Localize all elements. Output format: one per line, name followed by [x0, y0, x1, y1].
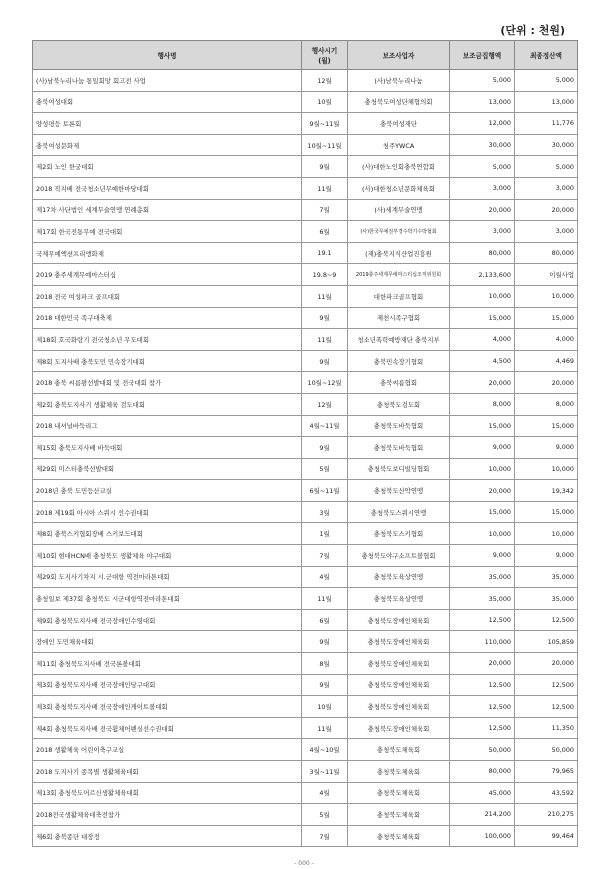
cell-grantee: 충청북도체육회 — [348, 782, 450, 804]
cell-event-name: 2018 직지배 전국청소년무예한마당대회 — [33, 177, 302, 199]
cell-event-period: 4월~11월 — [302, 415, 348, 437]
cell-grantee: 충청북도체육회 — [348, 825, 450, 847]
cell-event-name: 2018 생활체육 어린이축구교실 — [33, 739, 302, 761]
cell-subsidy-amount: 50,000 — [450, 739, 515, 761]
cell-grantee: 충청북도장애인체육회 — [348, 609, 450, 631]
table-row — [33, 739, 578, 761]
cell-final-amount: 4,469 — [515, 350, 578, 372]
table-row — [33, 372, 578, 394]
table-row — [33, 156, 578, 178]
table-row — [33, 761, 578, 783]
cell-event-period: 7월 — [302, 545, 348, 567]
cell-subsidy-amount: 12,500 — [450, 609, 515, 631]
cell-event-period: 11월 — [302, 285, 348, 307]
cell-grantee: 충청북도장애인체육회 — [348, 717, 450, 739]
cell-event-period: 5월 — [302, 458, 348, 480]
cell-subsidy-amount: 15,000 — [450, 501, 515, 523]
cell-grantee: (사)대한노인회충북연합회 — [348, 156, 450, 178]
table-row — [33, 415, 578, 437]
cell-event-name: 제13회 충청북도어르신생활체육대회 — [33, 782, 302, 804]
cell-event-name: 2018전국생활체육대축전참가 — [33, 804, 302, 826]
cell-final-amount: 13,000 — [515, 91, 578, 113]
cell-final-amount: 105,859 — [515, 631, 578, 653]
table-row — [33, 199, 578, 221]
cell-event-name: 제3회 충청북도지사배 전국장애인당구대회 — [33, 674, 302, 696]
cell-grantee: 충청북도야구소프트볼협회 — [348, 545, 450, 567]
table-row — [33, 329, 578, 351]
cell-grantee: (사)세계무술연맹 — [348, 199, 450, 221]
cell-final-amount: 15,000 — [515, 501, 578, 523]
table-row — [33, 631, 578, 653]
cell-grantee: 제천시족구협회 — [348, 307, 450, 329]
cell-grantee: 충청북도체육회 — [348, 761, 450, 783]
cell-final-amount: 4,000 — [515, 329, 578, 351]
cell-grantee: 충청북도스쿼시연맹 — [348, 501, 450, 523]
header-subsidy-amount: 보조금집행액 — [450, 41, 515, 70]
cell-final-amount: 43,592 — [515, 782, 578, 804]
cell-grantee: (사)남북누리나눔 — [348, 70, 450, 92]
page-number: - 000 - — [294, 860, 314, 867]
cell-grantee: 충북여성재단 — [348, 113, 450, 135]
table-row — [33, 696, 578, 718]
cell-subsidy-amount: 15,000 — [450, 307, 515, 329]
cell-event-name: 2018 도지사기 종목별 생활체육대회 — [33, 761, 302, 783]
cell-event-period: 11월 — [302, 177, 348, 199]
cell-subsidy-amount: 9,000 — [450, 545, 515, 567]
cell-event-name: 제2회 충북도지사기 생활체육 검도대회 — [33, 393, 302, 415]
cell-subsidy-amount: 4,500 — [450, 350, 515, 372]
cell-grantee: 청소년폭력예방재단 충북지부 — [348, 329, 450, 351]
cell-grantee: (사)한국무예전부경수박기수박협회 — [348, 221, 450, 243]
cell-final-amount: 3,000 — [515, 221, 578, 243]
cell-event-period: 10월 — [302, 91, 348, 113]
table-row — [33, 782, 578, 804]
cell-subsidy-amount: 100,000 — [450, 825, 515, 847]
cell-event-period: 19.1 — [302, 242, 348, 264]
cell-final-amount: 12,500 — [515, 674, 578, 696]
cell-subsidy-amount: 10,000 — [450, 458, 515, 480]
cell-event-period: 9월 — [302, 350, 348, 372]
cell-final-amount: 80,000 — [515, 242, 578, 264]
table-row — [33, 113, 578, 135]
table-row — [33, 609, 578, 631]
table-row — [33, 285, 578, 307]
cell-event-period: 4월 — [302, 566, 348, 588]
cell-final-amount: 35,000 — [515, 566, 578, 588]
cell-final-amount: 99,464 — [515, 825, 578, 847]
cell-final-amount: 50,000 — [515, 739, 578, 761]
cell-subsidy-amount: 10,000 — [450, 285, 515, 307]
cell-final-amount: 8,000 — [515, 393, 578, 415]
cell-subsidy-amount: 9,000 — [450, 437, 515, 459]
header-grantee: 보조사업자 — [348, 41, 450, 70]
cell-event-period: 6월 — [302, 609, 348, 631]
cell-final-amount: 35,000 — [515, 588, 578, 610]
cell-subsidy-amount: 20,000 — [450, 372, 515, 394]
cell-subsidy-amount: 20,000 — [450, 199, 515, 221]
table-row — [33, 264, 578, 286]
cell-event-period: 3월~11월 — [302, 761, 348, 783]
cell-grantee: (사)대한청소년문화체육회 — [348, 177, 450, 199]
cell-subsidy-amount: 35,000 — [450, 588, 515, 610]
cell-grantee: 충청북도체육회 — [348, 804, 450, 826]
cell-event-name: 제2회 노인 한궁대회 — [33, 156, 302, 178]
cell-event-period: 11월 — [302, 588, 348, 610]
cell-subsidy-amount: 214,200 — [450, 804, 515, 826]
cell-grantee: 충청북도육상연맹 — [348, 588, 450, 610]
table-row — [33, 393, 578, 415]
cell-event-name: 제18회 호국화랑기 전국청소년 무도대회 — [33, 329, 302, 351]
cell-subsidy-amount: 80,000 — [450, 242, 515, 264]
cell-grantee: 충청북도장애인체육회 — [348, 696, 450, 718]
cell-event-period: 5월 — [302, 804, 348, 826]
cell-event-name: 충북여성문화제 — [33, 134, 302, 156]
cell-event-name: 제4회 충청북도지사배 전국휠체어펜싱선수권대회 — [33, 717, 302, 739]
cell-event-name: 제11회 충청북도지사배 전국론볼대회 — [33, 653, 302, 675]
cell-event-name: 2018 내셔널바둑리그 — [33, 415, 302, 437]
cell-subsidy-amount: 4,000 — [450, 329, 515, 351]
cell-subsidy-amount: 20,000 — [450, 480, 515, 502]
cell-event-period: 1월 — [302, 523, 348, 545]
cell-final-amount: 20,000 — [515, 199, 578, 221]
cell-event-name: 제29회 도지사기차지 시.군대항 역전마라톤대회 — [33, 566, 302, 588]
cell-event-name: 장애인 도민체육대회 — [33, 631, 302, 653]
cell-final-amount: 15,000 — [515, 307, 578, 329]
cell-event-name: 제8회 충북스키협회장배 스키보드대회 — [33, 523, 302, 545]
cell-grantee: 2019충주세계무예마스터십조직위원회 — [348, 264, 450, 286]
table-row — [33, 458, 578, 480]
cell-event-period: 4월~10월 — [302, 739, 348, 761]
cell-event-period: 7월 — [302, 825, 348, 847]
subsidy-table — [32, 40, 578, 847]
cell-final-amount: 12,500 — [515, 696, 578, 718]
cell-grantee: 충청북도보디빌딩협회 — [348, 458, 450, 480]
cell-final-amount: 10,000 — [515, 523, 578, 545]
cell-final-amount: 이월사업 — [515, 264, 578, 286]
cell-subsidy-amount: 8,000 — [450, 393, 515, 415]
cell-grantee: 충청북도바둑협회 — [348, 437, 450, 459]
cell-grantee: 충청북도검도회 — [348, 393, 450, 415]
unit-label: (단위 : 천원) — [500, 24, 565, 37]
cell-final-amount: 79,965 — [515, 761, 578, 783]
header-final-amount: 최종정산액 — [515, 41, 578, 70]
cell-subsidy-amount: 12,000 — [450, 113, 515, 135]
table-row — [33, 242, 578, 264]
header-event-name: 행사명 — [33, 41, 302, 70]
cell-event-period: 4월 — [302, 782, 348, 804]
table-row — [33, 501, 578, 523]
cell-final-amount: 5,000 — [515, 70, 578, 92]
cell-event-period: 6월~11월 — [302, 480, 348, 502]
cell-event-name: 제10회 현대HCN배 충청북도 생활체육 야구대회 — [33, 545, 302, 567]
table-row — [33, 653, 578, 675]
cell-event-period: 6월 — [302, 221, 348, 243]
cell-subsidy-amount: 12,500 — [450, 696, 515, 718]
cell-event-name: 2019 충주세계무예마스터십 — [33, 264, 302, 286]
cell-subsidy-amount: 12,500 — [450, 674, 515, 696]
cell-final-amount: 11,350 — [515, 717, 578, 739]
cell-event-name: 제8회 도지사배 충북도민 민속장기대회 — [33, 350, 302, 372]
table-row — [33, 350, 578, 372]
table-row — [33, 566, 578, 588]
cell-subsidy-amount: 35,000 — [450, 566, 515, 588]
cell-event-name: 제6회 충북종단 대장정 — [33, 825, 302, 847]
cell-final-amount: 9,000 — [515, 545, 578, 567]
cell-grantee: 충청북도장애인체육회 — [348, 674, 450, 696]
cell-grantee: 충북씨름협회 — [348, 372, 450, 394]
cell-subsidy-amount: 45,000 — [450, 782, 515, 804]
table-row — [33, 307, 578, 329]
cell-event-name: 제15회 충북도지사배 바둑대회 — [33, 437, 302, 459]
cell-subsidy-amount: 13,000 — [450, 91, 515, 113]
cell-event-period: 11월 — [302, 717, 348, 739]
cell-subsidy-amount: 10,000 — [450, 523, 515, 545]
cell-final-amount: 10,000 — [515, 458, 578, 480]
cell-final-amount: 12,500 — [515, 609, 578, 631]
table-row — [33, 545, 578, 567]
table-row — [33, 134, 578, 156]
cell-subsidy-amount: 3,000 — [450, 221, 515, 243]
cell-grantee: 충청북도산악연맹 — [348, 480, 450, 502]
cell-event-name: 제9회 충청북도지사배 전국장애인수영대회 — [33, 609, 302, 631]
cell-grantee: 충청북도체육회 — [348, 739, 450, 761]
cell-event-name: 제29회 미스터충북선발대회 — [33, 458, 302, 480]
cell-event-name: 2018년 충북 도민등산교실 — [33, 480, 302, 502]
cell-subsidy-amount: 30,000 — [450, 134, 515, 156]
cell-event-name: 제17회 한국전통무예 전국대회 — [33, 221, 302, 243]
cell-event-name: 2018 대한민국 족구대축제 — [33, 307, 302, 329]
cell-event-name: (사)남북누리나눔 통일회망 회고전 사업 — [33, 70, 302, 92]
cell-final-amount: 210,275 — [515, 804, 578, 826]
table-row — [33, 177, 578, 199]
cell-event-name: 제17차 사단법인 세계무술연맹 연례총회 — [33, 199, 302, 221]
cell-subsidy-amount: 110,000 — [450, 631, 515, 653]
cell-event-name: 국제무예액션프리앵화제 — [33, 242, 302, 264]
cell-event-period: 19.8~9 — [302, 264, 348, 286]
cell-grantee: 충청북도장애인체육회 — [348, 631, 450, 653]
cell-final-amount: 20,000 — [515, 372, 578, 394]
cell-event-period: 9월 — [302, 307, 348, 329]
cell-event-period: 12월 — [302, 70, 348, 92]
cell-final-amount: 30,000 — [515, 134, 578, 156]
cell-subsidy-amount: 2,133,600 — [450, 264, 515, 286]
table-row — [33, 523, 578, 545]
cell-grantee: 대한파크골프협회 — [348, 285, 450, 307]
cell-event-period: 10월~12월 — [302, 372, 348, 394]
table-row — [33, 804, 578, 826]
cell-final-amount: 5,000 — [515, 156, 578, 178]
cell-event-period: 9월 — [302, 631, 348, 653]
cell-subsidy-amount: 5,000 — [450, 70, 515, 92]
cell-event-period: 8월 — [302, 653, 348, 675]
table-row — [33, 825, 578, 847]
cell-event-name: 제3회 충청북도지사배 전국장애인게이트볼대회 — [33, 696, 302, 718]
table-row — [33, 480, 578, 502]
cell-subsidy-amount: 12,500 — [450, 717, 515, 739]
cell-event-name: 충청일보 제37회 충청북도 시군대항역전마라톤대회 — [33, 588, 302, 610]
cell-subsidy-amount: 3,000 — [450, 177, 515, 199]
cell-final-amount: 10,000 — [515, 285, 578, 307]
cell-grantee: 충청북도육상연맹 — [348, 566, 450, 588]
cell-subsidy-amount: 15,000 — [450, 415, 515, 437]
cell-event-period: 7월 — [302, 199, 348, 221]
cell-event-period: 9월 — [302, 156, 348, 178]
cell-event-period: 9월 — [302, 674, 348, 696]
table-row — [33, 437, 578, 459]
cell-grantee: 충청북도스키협회 — [348, 523, 450, 545]
table-row — [33, 588, 578, 610]
cell-event-name: 양성평등 토론회 — [33, 113, 302, 135]
cell-subsidy-amount: 5,000 — [450, 156, 515, 178]
cell-grantee: 청주YWCA — [348, 134, 450, 156]
cell-final-amount: 11,776 — [515, 113, 578, 135]
cell-event-name: 2018 제19회 아시아 스쿼시 선수권대회 — [33, 501, 302, 523]
cell-event-period: 3월 — [302, 501, 348, 523]
cell-event-period: 11월 — [302, 329, 348, 351]
cell-event-period: 12월 — [302, 393, 348, 415]
cell-grantee: 충청북도장애인체육회 — [348, 653, 450, 675]
cell-grantee: 충청북도여성단체협의회 — [348, 91, 450, 113]
table-row — [33, 674, 578, 696]
cell-grantee: (재)충북지식산업진흥원 — [348, 242, 450, 264]
cell-event-period: 9월 — [302, 437, 348, 459]
cell-final-amount: 19,342 — [515, 480, 578, 502]
cell-event-period: 10월~11월 — [302, 134, 348, 156]
cell-event-name: 2018 충북 씨름왕선발대회 및 전국대회 참가 — [33, 372, 302, 394]
cell-final-amount: 3,000 — [515, 177, 578, 199]
cell-final-amount: 15,000 — [515, 415, 578, 437]
cell-event-name: 충북여성대회 — [33, 91, 302, 113]
cell-grantee: 충청북도바둑협회 — [348, 415, 450, 437]
cell-event-period: 9월~11월 — [302, 113, 348, 135]
cell-grantee: 충북민속장기협회 — [348, 350, 450, 372]
cell-event-period: 10월 — [302, 696, 348, 718]
cell-final-amount: 9,000 — [515, 437, 578, 459]
header-event-period: 행사시기 (월) — [302, 41, 348, 70]
cell-event-name: 2018 전국 여성파크 골프대회 — [33, 285, 302, 307]
table-row — [33, 717, 578, 739]
cell-subsidy-amount: 20,000 — [450, 653, 515, 675]
table-row — [33, 221, 578, 243]
table-row — [33, 91, 578, 113]
cell-subsidy-amount: 80,000 — [450, 761, 515, 783]
cell-final-amount: 20,000 — [515, 653, 578, 675]
table-header-row — [33, 41, 578, 70]
table-row — [33, 70, 578, 92]
